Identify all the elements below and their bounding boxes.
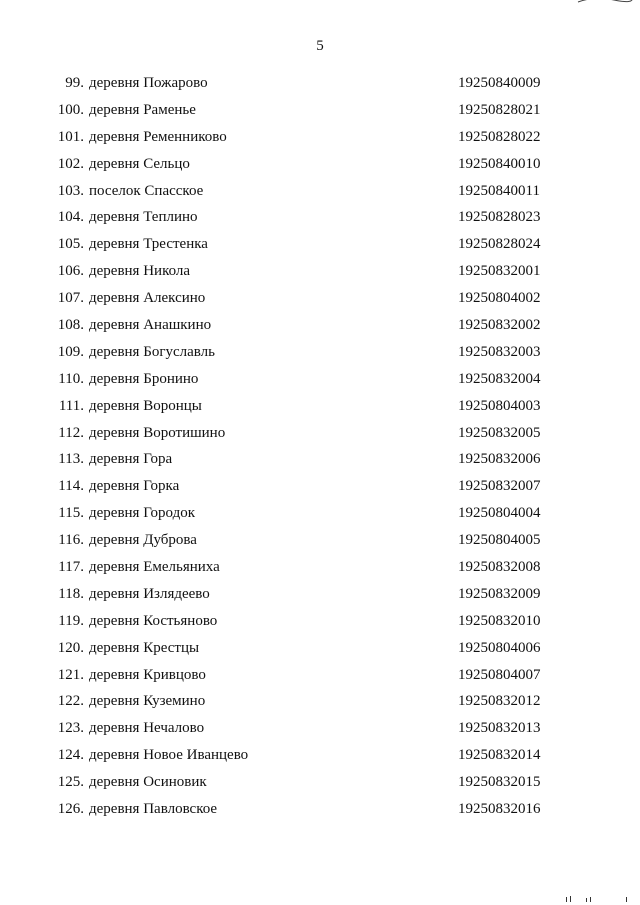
item-number: 124. (57, 747, 84, 764)
list-item (0, 475, 640, 502)
oktmo-code: 19250832014 (458, 747, 541, 764)
item-number: 110. (58, 370, 84, 387)
scan-artifact-bottom (564, 893, 634, 903)
item-number: 105. (57, 236, 84, 253)
settlement-name: деревня Воротишино (89, 424, 226, 441)
settlement-name: деревня Емельяниха (89, 559, 220, 576)
list-item (0, 664, 640, 691)
list-item (0, 798, 640, 825)
settlement-name: деревня Трестенка (89, 236, 208, 253)
settlement-name: деревня Гора (89, 451, 173, 468)
settlement-name: деревня Костьяново (89, 612, 218, 629)
settlement-name: деревня Теплино (89, 209, 198, 226)
item-number: 112. (58, 424, 84, 441)
settlement-name: деревня Осиновик (89, 774, 207, 791)
oktmo-code: 19250832006 (458, 451, 541, 468)
list-item (0, 341, 640, 368)
list-item (0, 287, 640, 314)
list-item (0, 771, 640, 798)
settlement-name: деревня Городок (89, 505, 196, 522)
oktmo-code: 19250832004 (458, 370, 541, 387)
item-number: 117. (58, 559, 84, 576)
oktmo-code: 19250832002 (458, 317, 541, 334)
oktmo-code: 19250832008 (458, 559, 541, 576)
list-item (0, 206, 640, 233)
oktmo-code: 19250832009 (458, 585, 541, 602)
item-number: 115. (58, 505, 84, 522)
oktmo-code: 19250804006 (458, 639, 541, 656)
item-number: 108. (57, 317, 84, 334)
oktmo-code: 19250832016 (458, 801, 541, 818)
item-number: 111. (58, 397, 84, 414)
settlement-name: деревня Излядеево (89, 585, 210, 602)
list-item (0, 422, 640, 449)
settlement-name: деревня Воронцы (89, 397, 202, 414)
item-number: 116. (58, 532, 84, 549)
settlement-name: деревня Анашкино (89, 317, 212, 334)
list-item (0, 637, 640, 664)
oktmo-code: 19250832013 (458, 720, 541, 737)
oktmo-code: 19250828024 (458, 236, 541, 253)
list-item (0, 153, 640, 180)
list-item (0, 233, 640, 260)
settlement-name: поселок Спасское (89, 182, 204, 199)
settlement-name: деревня Горка (89, 478, 180, 495)
oktmo-code: 19250840009 (458, 75, 541, 91)
item-number: 99. (65, 75, 84, 91)
list-item (0, 260, 640, 287)
settlement-name: деревня Нечалово (89, 720, 205, 737)
item-number: 107. (57, 290, 84, 307)
item-number: 109. (57, 343, 84, 360)
oktmo-code: 19250832005 (458, 424, 541, 441)
oktmo-code: 19250832003 (458, 343, 541, 360)
settlement-name: деревня Крестцы (89, 639, 200, 656)
item-number: 119. (58, 612, 84, 629)
oktmo-code: 19250832015 (458, 774, 541, 791)
item-number: 125. (57, 774, 84, 791)
scan-artifact-top (574, 0, 634, 4)
oktmo-code: 19250804004 (458, 505, 541, 522)
settlement-name: деревня Никола (89, 263, 191, 280)
oktmo-code: 19250804002 (458, 290, 541, 307)
item-number: 126. (57, 801, 84, 818)
list-item (0, 610, 640, 637)
item-number: 100. (57, 101, 84, 118)
item-number: 106. (57, 263, 84, 280)
settlement-name: деревня Новое Иванцево (89, 747, 249, 764)
settlement-name: деревня Ременниково (89, 128, 227, 145)
oktmo-code: 19250804003 (458, 397, 541, 414)
list-item (0, 529, 640, 556)
oktmo-code: 19250832012 (458, 693, 541, 710)
settlement-name: деревня Куземино (89, 693, 206, 710)
list-item (0, 126, 640, 153)
item-number: 120. (57, 639, 84, 656)
page-number: 5 (316, 38, 324, 54)
item-number: 104. (57, 209, 84, 226)
settlement-list (0, 72, 640, 825)
list-item (0, 368, 640, 395)
list-item (0, 690, 640, 717)
settlement-name: деревня Павловское (89, 801, 218, 818)
list-item (0, 583, 640, 610)
settlement-name: деревня Пожарово (89, 75, 208, 91)
settlement-name: деревня Бронино (89, 370, 199, 387)
oktmo-code: 19250828021 (458, 101, 541, 118)
settlement-name: деревня Алексино (89, 290, 206, 307)
item-number: 118. (58, 585, 84, 602)
oktmo-code: 19250840010 (458, 155, 541, 172)
oktmo-code: 19250804005 (458, 532, 541, 549)
item-number: 102. (57, 155, 84, 172)
list-item (0, 744, 640, 771)
oktmo-code: 19250828022 (458, 128, 541, 145)
oktmo-code: 19250840011 (458, 182, 540, 199)
list-item (0, 395, 640, 422)
settlement-name: деревня Кривцово (89, 666, 206, 683)
list-item (0, 502, 640, 529)
list-item (0, 314, 640, 341)
list-item (0, 717, 640, 744)
oktmo-code: 19250828023 (458, 209, 541, 226)
item-number: 113. (58, 451, 84, 468)
settlement-name: деревня Раменье (89, 101, 196, 118)
item-number: 121. (57, 666, 84, 683)
list-item (0, 72, 640, 99)
list-item (0, 448, 640, 475)
list-item (0, 180, 640, 207)
list-item (0, 99, 640, 126)
item-number: 122. (57, 693, 84, 710)
item-number: 114. (58, 478, 84, 495)
oktmo-code: 19250832001 (458, 263, 541, 280)
list-item (0, 556, 640, 583)
item-number: 101. (57, 128, 84, 145)
item-number: 103. (57, 182, 84, 199)
settlement-name: деревня Богуславль (89, 343, 215, 360)
oktmo-code: 19250832010 (458, 612, 541, 629)
settlement-name: деревня Сельцо (89, 155, 190, 172)
settlement-name: деревня Дуброва (89, 532, 197, 549)
item-number: 123. (57, 720, 84, 737)
oktmo-code: 19250804007 (458, 666, 541, 683)
oktmo-code: 19250832007 (458, 478, 541, 495)
